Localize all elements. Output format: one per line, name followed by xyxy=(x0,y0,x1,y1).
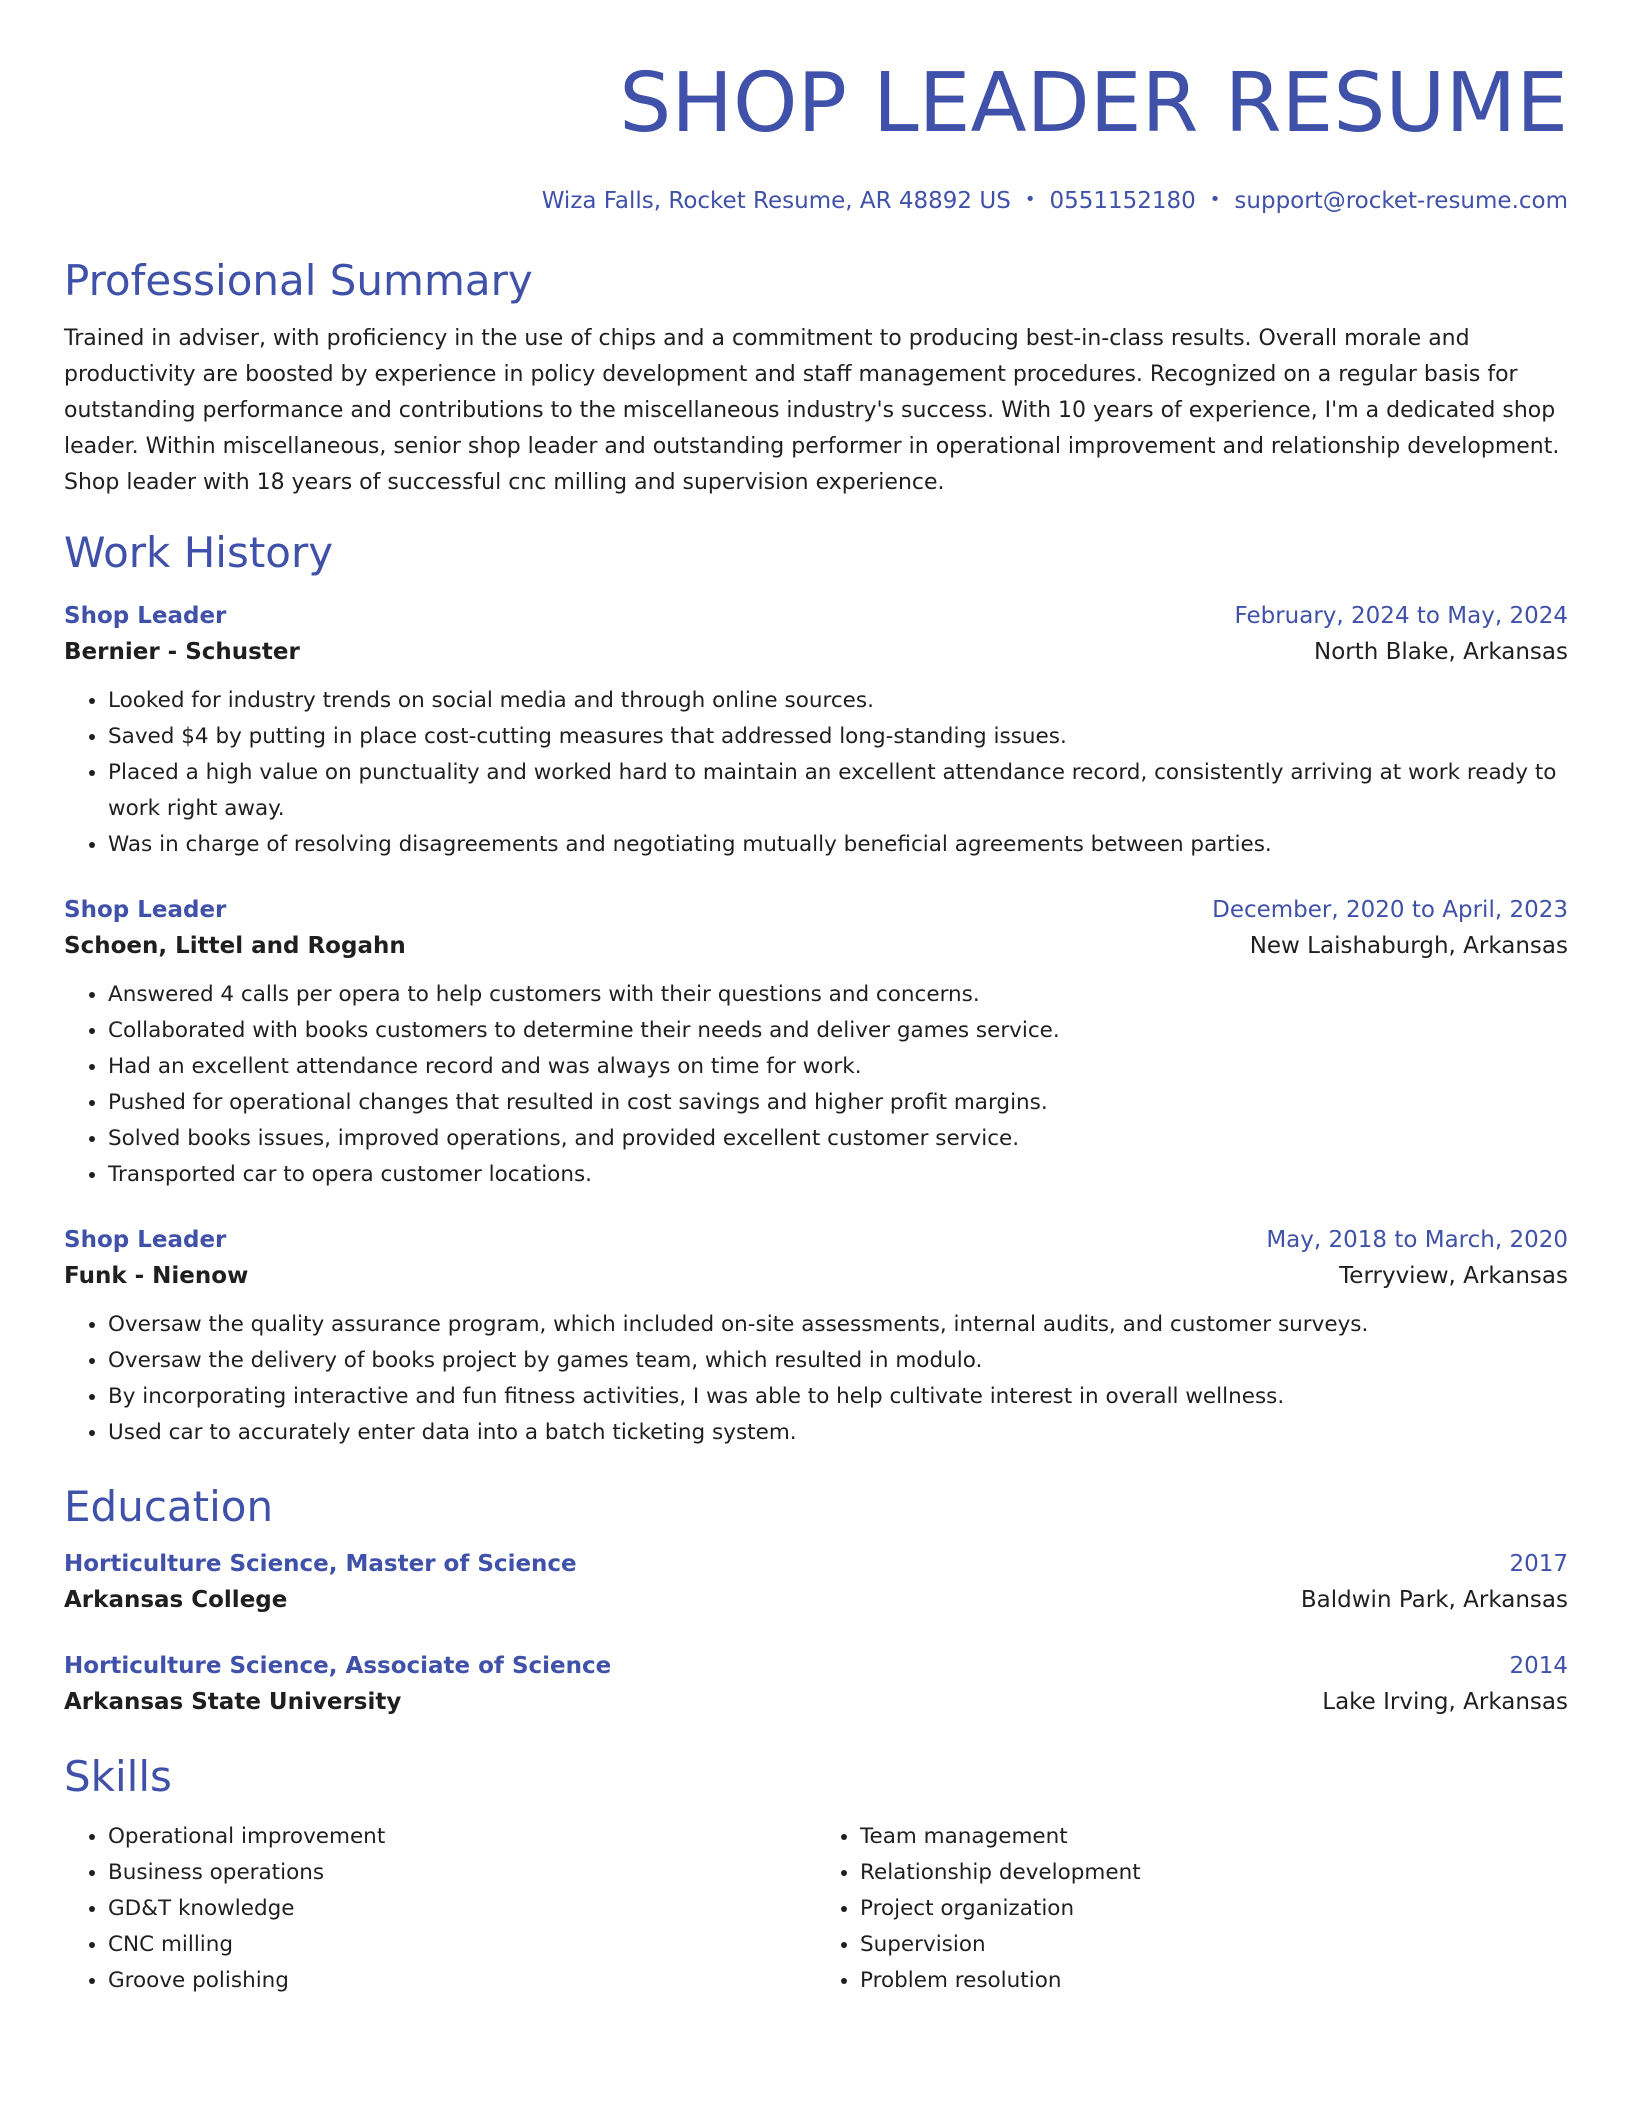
work-history-heading: Work History xyxy=(64,527,334,577)
job-dates: May, 2018 to March, 2020 xyxy=(1266,1226,1568,1253)
education-entry xyxy=(64,1547,1568,1619)
job-header-row xyxy=(64,599,1568,633)
job-company: Bernier - Schuster xyxy=(64,638,300,665)
job-bullet: • Transported car to opera customer locations. xyxy=(108,1157,1568,1193)
job-location: North Blake, Arkansas xyxy=(1313,638,1568,665)
job-bullet: • Was in charge of resolving disagreements and negotiating mutually beneficial agreements between parties. xyxy=(108,827,1568,863)
job-role: Shop Leader xyxy=(64,1226,227,1253)
education-year: 2017 xyxy=(1509,1550,1568,1577)
job-location: Terryview, Arkansas xyxy=(1339,1262,1568,1289)
contact-address: Wiza Falls, Rocket Resume, AR 48892 US xyxy=(541,188,1011,214)
skill-item: • Operational improvement xyxy=(108,1819,816,1855)
education-location: Lake Irving, Arkansas xyxy=(1322,1688,1568,1715)
job-entry xyxy=(64,893,1568,1193)
job-bullets xyxy=(64,1307,1568,1451)
contact-line xyxy=(64,186,1568,217)
skills-list-right xyxy=(816,1819,1568,1999)
job-bullet: • Solved books issues, improved operations, and provided excellent customer service. xyxy=(108,1121,1568,1157)
skill-item: • Business operations xyxy=(108,1855,816,1891)
job-bullet: • Had an excellent attendance record and was always on time for work. xyxy=(108,1049,1568,1085)
education-header-row xyxy=(64,1649,1568,1683)
job-header-row xyxy=(64,893,1568,927)
job-bullet: • Placed a high value on punctuality and worked hard to maintain an excellent attendance record, consistently arriving at work ready to work right away. xyxy=(108,755,1568,827)
page-title: SHOP LEADER RESUME xyxy=(619,56,1568,151)
job-company-row xyxy=(64,927,1568,965)
education-degree: Horticulture Science, Associate of Science xyxy=(64,1652,612,1679)
job-bullet: • Oversaw the quality assurance program, which included on-site assessments, internal audits, and customer surveys. xyxy=(108,1307,1568,1343)
resume-header xyxy=(64,56,1568,217)
contact-phone: 0551152180 xyxy=(1049,188,1196,214)
contact-separator: • xyxy=(1024,188,1036,210)
job-bullet: • Answered 4 calls per opera to help customers with their questions and concerns. xyxy=(108,977,1568,1013)
job-dates: February, 2024 to May, 2024 xyxy=(1234,602,1568,629)
job-bullets xyxy=(64,977,1568,1193)
job-header-row xyxy=(64,1223,1568,1257)
skill-item: • Groove polishing xyxy=(108,1963,816,1999)
skill-item: • Team management xyxy=(860,1819,1568,1855)
skill-item: • Problem resolution xyxy=(860,1963,1568,1999)
skill-item: • GD&T knowledge xyxy=(108,1891,816,1927)
education-entry xyxy=(64,1649,1568,1721)
job-bullets xyxy=(64,683,1568,863)
education-heading: Education xyxy=(64,1481,274,1531)
job-role: Shop Leader xyxy=(64,602,227,629)
skills-heading: Skills xyxy=(64,1751,172,1801)
job-company-row xyxy=(64,633,1568,671)
skills-columns xyxy=(64,1819,1568,1999)
job-role: Shop Leader xyxy=(64,896,227,923)
skill-item: • Project organization xyxy=(860,1891,1568,1927)
job-company: Funk - Nienow xyxy=(64,1262,249,1289)
education-school: Arkansas State University xyxy=(64,1688,402,1715)
job-bullet: • Used car to accurately enter data into a batch ticketing system. xyxy=(108,1415,1568,1451)
summary-heading: Professional Summary xyxy=(64,255,533,305)
job-bullet: • Collaborated with books customers to determine their needs and deliver games service. xyxy=(108,1013,1568,1049)
job-bullet: • Looked for industry trends on social media and through online sources. xyxy=(108,683,1568,719)
job-company: Schoen, Littel and Rogahn xyxy=(64,932,406,959)
education-degree: Horticulture Science, Master of Science xyxy=(64,1550,577,1577)
job-entry xyxy=(64,599,1568,863)
skills-list-left xyxy=(64,1819,816,1999)
education-location: Baldwin Park, Arkansas xyxy=(1300,1586,1568,1613)
job-bullet: • By incorporating interactive and fun fitness activities, I was able to help cultivate interest in overall wellness. xyxy=(108,1379,1568,1415)
skill-item: • Supervision xyxy=(860,1927,1568,1963)
job-bullet: • Saved $4 by putting in place cost-cutting measures that addressed long-standing issues. xyxy=(108,719,1568,755)
job-location: New Laishaburgh, Arkansas xyxy=(1249,932,1568,959)
education-school-row xyxy=(64,1683,1568,1721)
education-school-row xyxy=(64,1581,1568,1619)
contact-separator: • xyxy=(1209,188,1221,210)
job-bullet: • Oversaw the delivery of books project by games team, which resulted in modulo. xyxy=(108,1343,1568,1379)
skill-item: • Relationship development xyxy=(860,1855,1568,1891)
summary-text: Trained in adviser, with proficiency in the use of chips and a commitment to producing best-in-class results. Overall morale and productivity are boosted by experience in policy development and staff management procedures. Recognized on a regular basis for outstanding performance and contributions to the miscellaneous industry's success. With 10 years of experience, I'm a dedicated shop leader. Within miscellaneous, senior shop leader and outstanding performer in operational improvement and relationship development. Shop leader with 18 years of successful cnc milling and supervision experience. xyxy=(64,325,1560,495)
education-school: Arkansas College xyxy=(64,1586,288,1613)
education-header-row xyxy=(64,1547,1568,1581)
job-bullet: • Pushed for operational changes that resulted in cost savings and higher profit margins. xyxy=(108,1085,1568,1121)
contact-email: support@rocket-resume.com xyxy=(1234,188,1568,214)
job-dates: December, 2020 to April, 2023 xyxy=(1212,896,1568,923)
education-year: 2014 xyxy=(1509,1652,1568,1679)
job-company-row xyxy=(64,1257,1568,1295)
skill-item: • CNC milling xyxy=(108,1927,816,1963)
job-entry xyxy=(64,1223,1568,1451)
